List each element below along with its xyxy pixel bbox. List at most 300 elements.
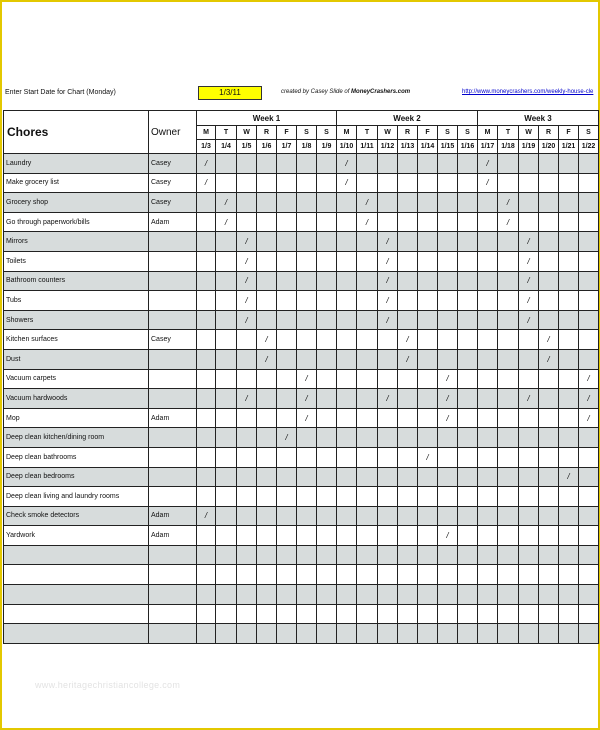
check-mark-cell[interactable]: / <box>337 173 357 193</box>
chore-name-cell[interactable]: Check smoke detectors <box>4 506 149 526</box>
day-cell[interactable] <box>398 271 418 291</box>
day-cell[interactable] <box>398 545 418 565</box>
owner-cell[interactable] <box>149 232 197 252</box>
day-cell[interactable] <box>317 447 337 467</box>
day-cell[interactable] <box>378 526 398 546</box>
day-cell[interactable] <box>498 585 519 605</box>
day-cell[interactable] <box>478 447 498 467</box>
day-cell[interactable] <box>478 565 498 585</box>
day-cell[interactable] <box>418 428 438 448</box>
day-cell[interactable] <box>559 173 579 193</box>
day-cell[interactable] <box>337 271 357 291</box>
owner-cell[interactable] <box>149 369 197 389</box>
day-cell[interactable] <box>317 173 337 193</box>
day-cell[interactable] <box>197 212 216 232</box>
day-cell[interactable] <box>297 506 317 526</box>
day-cell[interactable] <box>357 232 378 252</box>
day-cell[interactable] <box>539 624 559 644</box>
check-mark-cell[interactable]: / <box>519 291 539 311</box>
day-cell[interactable] <box>478 369 498 389</box>
check-mark-cell[interactable]: / <box>337 154 357 174</box>
day-cell[interactable] <box>498 173 519 193</box>
owner-cell[interactable] <box>149 604 197 624</box>
day-cell[interactable] <box>357 565 378 585</box>
day-cell[interactable] <box>579 330 599 350</box>
day-cell[interactable] <box>277 389 297 409</box>
day-cell[interactable] <box>458 624 478 644</box>
day-cell[interactable] <box>257 545 277 565</box>
day-cell[interactable] <box>317 330 337 350</box>
check-mark-cell[interactable]: / <box>539 330 559 350</box>
day-cell[interactable] <box>458 506 478 526</box>
day-cell[interactable] <box>418 389 438 409</box>
day-cell[interactable] <box>277 173 297 193</box>
owner-cell[interactable] <box>149 565 197 585</box>
day-cell[interactable] <box>197 232 216 252</box>
chore-name-cell[interactable]: Laundry <box>4 154 149 174</box>
day-cell[interactable] <box>539 487 559 507</box>
day-cell[interactable] <box>257 428 277 448</box>
day-cell[interactable] <box>519 565 539 585</box>
day-cell[interactable] <box>378 330 398 350</box>
day-cell[interactable] <box>478 349 498 369</box>
day-cell[interactable] <box>458 487 478 507</box>
check-mark-cell[interactable]: / <box>438 526 458 546</box>
day-cell[interactable] <box>378 506 398 526</box>
day-cell[interactable] <box>559 565 579 585</box>
day-cell[interactable] <box>579 526 599 546</box>
chore-name-cell[interactable]: Deep clean living and laundry rooms <box>4 487 149 507</box>
check-mark-cell[interactable]: / <box>579 369 599 389</box>
day-cell[interactable] <box>378 408 398 428</box>
day-cell[interactable] <box>378 193 398 213</box>
day-cell[interactable] <box>498 506 519 526</box>
day-cell[interactable] <box>478 545 498 565</box>
source-link[interactable]: http://www.moneycrashers.com/weekly-house-cle <box>462 89 594 95</box>
day-cell[interactable] <box>478 330 498 350</box>
day-cell[interactable] <box>458 154 478 174</box>
day-cell[interactable] <box>378 624 398 644</box>
day-cell[interactable] <box>458 232 478 252</box>
day-cell[interactable] <box>519 212 539 232</box>
day-cell[interactable] <box>277 447 297 467</box>
day-cell[interactable] <box>197 447 216 467</box>
day-cell[interactable] <box>297 212 317 232</box>
day-cell[interactable] <box>317 585 337 605</box>
day-cell[interactable] <box>357 251 378 271</box>
day-cell[interactable] <box>398 506 418 526</box>
day-cell[interactable] <box>197 251 216 271</box>
day-cell[interactable] <box>237 408 257 428</box>
day-cell[interactable] <box>418 212 438 232</box>
day-cell[interactable] <box>579 193 599 213</box>
day-cell[interactable] <box>398 526 418 546</box>
day-cell[interactable] <box>257 467 277 487</box>
day-cell[interactable] <box>498 604 519 624</box>
day-cell[interactable] <box>398 408 418 428</box>
day-cell[interactable] <box>519 585 539 605</box>
day-cell[interactable] <box>418 193 438 213</box>
day-cell[interactable] <box>317 291 337 311</box>
day-cell[interactable] <box>257 565 277 585</box>
check-mark-cell[interactable]: / <box>579 389 599 409</box>
day-cell[interactable] <box>438 154 458 174</box>
day-cell[interactable] <box>418 369 438 389</box>
day-cell[interactable] <box>216 173 237 193</box>
day-cell[interactable] <box>297 330 317 350</box>
day-cell[interactable] <box>297 447 317 467</box>
day-cell[interactable] <box>197 585 216 605</box>
day-cell[interactable] <box>418 291 438 311</box>
day-cell[interactable] <box>378 212 398 232</box>
day-cell[interactable] <box>458 349 478 369</box>
day-cell[interactable] <box>317 193 337 213</box>
day-cell[interactable] <box>418 526 438 546</box>
day-cell[interactable] <box>539 565 559 585</box>
day-cell[interactable] <box>498 291 519 311</box>
day-cell[interactable] <box>398 291 418 311</box>
day-cell[interactable] <box>237 173 257 193</box>
day-cell[interactable] <box>458 369 478 389</box>
day-cell[interactable] <box>197 545 216 565</box>
check-mark-cell[interactable]: / <box>438 389 458 409</box>
day-cell[interactable] <box>378 428 398 448</box>
check-mark-cell[interactable]: / <box>357 212 378 232</box>
day-cell[interactable] <box>498 624 519 644</box>
day-cell[interactable] <box>418 408 438 428</box>
day-cell[interactable] <box>418 173 438 193</box>
day-cell[interactable] <box>378 487 398 507</box>
day-cell[interactable] <box>438 193 458 213</box>
day-cell[interactable] <box>438 487 458 507</box>
check-mark-cell[interactable]: / <box>237 271 257 291</box>
day-cell[interactable] <box>498 271 519 291</box>
day-cell[interactable] <box>519 447 539 467</box>
check-mark-cell[interactable]: / <box>237 251 257 271</box>
day-cell[interactable] <box>277 271 297 291</box>
chore-name-cell[interactable]: Deep clean bedrooms <box>4 467 149 487</box>
day-cell[interactable] <box>237 212 257 232</box>
day-cell[interactable] <box>237 545 257 565</box>
day-cell[interactable] <box>357 330 378 350</box>
day-cell[interactable] <box>498 565 519 585</box>
day-cell[interactable] <box>418 604 438 624</box>
day-cell[interactable] <box>317 408 337 428</box>
day-cell[interactable] <box>398 154 418 174</box>
day-cell[interactable] <box>398 428 418 448</box>
day-cell[interactable] <box>297 604 317 624</box>
day-cell[interactable] <box>498 232 519 252</box>
check-mark-cell[interactable]: / <box>519 271 539 291</box>
day-cell[interactable] <box>458 291 478 311</box>
day-cell[interactable] <box>378 447 398 467</box>
check-mark-cell[interactable]: / <box>478 154 498 174</box>
day-cell[interactable] <box>438 232 458 252</box>
day-cell[interactable] <box>216 487 237 507</box>
day-cell[interactable] <box>438 310 458 330</box>
day-cell[interactable] <box>478 212 498 232</box>
day-cell[interactable] <box>519 487 539 507</box>
check-mark-cell[interactable]: / <box>257 330 277 350</box>
day-cell[interactable] <box>438 545 458 565</box>
day-cell[interactable] <box>357 545 378 565</box>
owner-cell[interactable]: Adam <box>149 408 197 428</box>
day-cell[interactable] <box>277 487 297 507</box>
day-cell[interactable] <box>478 389 498 409</box>
day-cell[interactable] <box>237 428 257 448</box>
day-cell[interactable] <box>317 271 337 291</box>
day-cell[interactable] <box>357 506 378 526</box>
day-cell[interactable] <box>559 624 579 644</box>
day-cell[interactable] <box>398 173 418 193</box>
day-cell[interactable] <box>197 604 216 624</box>
day-cell[interactable] <box>418 349 438 369</box>
check-mark-cell[interactable]: / <box>378 271 398 291</box>
day-cell[interactable] <box>539 545 559 565</box>
check-mark-cell[interactable]: / <box>519 310 539 330</box>
day-cell[interactable] <box>317 232 337 252</box>
chore-name-cell[interactable]: Tubs <box>4 291 149 311</box>
day-cell[interactable] <box>458 545 478 565</box>
day-cell[interactable] <box>438 212 458 232</box>
day-cell[interactable] <box>216 428 237 448</box>
day-cell[interactable] <box>257 389 277 409</box>
day-cell[interactable] <box>237 447 257 467</box>
owner-cell[interactable] <box>149 428 197 448</box>
day-cell[interactable] <box>297 173 317 193</box>
day-cell[interactable] <box>297 526 317 546</box>
chore-name-cell[interactable] <box>4 565 149 585</box>
owner-cell[interactable] <box>149 624 197 644</box>
day-cell[interactable] <box>297 232 317 252</box>
owner-cell[interactable]: Casey <box>149 330 197 350</box>
day-cell[interactable] <box>337 369 357 389</box>
day-cell[interactable] <box>197 408 216 428</box>
day-cell[interactable] <box>559 291 579 311</box>
day-cell[interactable] <box>277 154 297 174</box>
check-mark-cell[interactable]: / <box>237 310 257 330</box>
check-mark-cell[interactable]: / <box>197 506 216 526</box>
day-cell[interactable] <box>277 408 297 428</box>
day-cell[interactable] <box>418 565 438 585</box>
check-mark-cell[interactable]: / <box>297 408 317 428</box>
day-cell[interactable] <box>237 193 257 213</box>
day-cell[interactable] <box>498 154 519 174</box>
day-cell[interactable] <box>197 389 216 409</box>
day-cell[interactable] <box>216 271 237 291</box>
day-cell[interactable] <box>438 467 458 487</box>
day-cell[interactable] <box>216 349 237 369</box>
day-cell[interactable] <box>297 154 317 174</box>
day-cell[interactable] <box>197 271 216 291</box>
day-cell[interactable] <box>237 330 257 350</box>
day-cell[interactable] <box>438 604 458 624</box>
day-cell[interactable] <box>357 173 378 193</box>
check-mark-cell[interactable]: / <box>579 408 599 428</box>
day-cell[interactable] <box>357 349 378 369</box>
day-cell[interactable] <box>519 604 539 624</box>
day-cell[interactable] <box>297 467 317 487</box>
chore-name-cell[interactable]: Vacuum hardwoods <box>4 389 149 409</box>
day-cell[interactable] <box>418 545 438 565</box>
day-cell[interactable] <box>277 330 297 350</box>
day-cell[interactable] <box>197 526 216 546</box>
day-cell[interactable] <box>337 467 357 487</box>
day-cell[interactable] <box>337 526 357 546</box>
day-cell[interactable] <box>559 526 579 546</box>
day-cell[interactable] <box>559 330 579 350</box>
check-mark-cell[interactable]: / <box>519 232 539 252</box>
day-cell[interactable] <box>297 251 317 271</box>
day-cell[interactable] <box>197 193 216 213</box>
day-cell[interactable] <box>357 271 378 291</box>
day-cell[interactable] <box>559 212 579 232</box>
day-cell[interactable] <box>216 330 237 350</box>
day-cell[interactable] <box>297 193 317 213</box>
day-cell[interactable] <box>438 585 458 605</box>
check-mark-cell[interactable]: / <box>378 310 398 330</box>
day-cell[interactable] <box>519 330 539 350</box>
check-mark-cell[interactable]: / <box>277 428 297 448</box>
chore-name-cell[interactable]: Deep clean bathrooms <box>4 447 149 467</box>
day-cell[interactable] <box>498 526 519 546</box>
chore-name-cell[interactable]: Kitchen surfaces <box>4 330 149 350</box>
day-cell[interactable] <box>317 310 337 330</box>
day-cell[interactable] <box>337 251 357 271</box>
chore-name-cell[interactable]: Showers <box>4 310 149 330</box>
check-mark-cell[interactable]: / <box>357 193 378 213</box>
day-cell[interactable] <box>458 173 478 193</box>
day-cell[interactable] <box>398 467 418 487</box>
owner-cell[interactable] <box>149 487 197 507</box>
day-cell[interactable] <box>418 154 438 174</box>
check-mark-cell[interactable]: / <box>378 232 398 252</box>
day-cell[interactable] <box>378 565 398 585</box>
chore-name-cell[interactable] <box>4 624 149 644</box>
day-cell[interactable] <box>458 604 478 624</box>
day-cell[interactable] <box>257 369 277 389</box>
day-cell[interactable] <box>559 251 579 271</box>
day-cell[interactable] <box>458 447 478 467</box>
day-cell[interactable] <box>216 408 237 428</box>
day-cell[interactable] <box>519 467 539 487</box>
day-cell[interactable] <box>519 408 539 428</box>
day-cell[interactable] <box>579 467 599 487</box>
day-cell[interactable] <box>398 193 418 213</box>
day-cell[interactable] <box>297 428 317 448</box>
day-cell[interactable] <box>458 193 478 213</box>
day-cell[interactable] <box>498 467 519 487</box>
day-cell[interactable] <box>277 310 297 330</box>
owner-cell[interactable] <box>149 467 197 487</box>
day-cell[interactable] <box>357 310 378 330</box>
day-cell[interactable] <box>378 349 398 369</box>
owner-cell[interactable] <box>149 291 197 311</box>
check-mark-cell[interactable]: / <box>378 251 398 271</box>
day-cell[interactable] <box>337 585 357 605</box>
day-cell[interactable] <box>418 467 438 487</box>
day-cell[interactable] <box>216 447 237 467</box>
day-cell[interactable] <box>257 251 277 271</box>
day-cell[interactable] <box>337 545 357 565</box>
day-cell[interactable] <box>519 506 539 526</box>
check-mark-cell[interactable]: / <box>237 232 257 252</box>
day-cell[interactable] <box>458 526 478 546</box>
day-cell[interactable] <box>559 271 579 291</box>
day-cell[interactable] <box>559 349 579 369</box>
check-mark-cell[interactable]: / <box>197 154 216 174</box>
day-cell[interactable] <box>559 506 579 526</box>
day-cell[interactable] <box>498 408 519 428</box>
day-cell[interactable] <box>337 291 357 311</box>
day-cell[interactable] <box>257 232 277 252</box>
day-cell[interactable] <box>216 624 237 644</box>
day-cell[interactable] <box>418 330 438 350</box>
day-cell[interactable] <box>237 487 257 507</box>
day-cell[interactable] <box>257 624 277 644</box>
day-cell[interactable] <box>478 193 498 213</box>
day-cell[interactable] <box>458 330 478 350</box>
day-cell[interactable] <box>197 467 216 487</box>
day-cell[interactable] <box>216 251 237 271</box>
day-cell[interactable] <box>237 369 257 389</box>
day-cell[interactable] <box>277 526 297 546</box>
check-mark-cell[interactable]: / <box>378 291 398 311</box>
day-cell[interactable] <box>498 447 519 467</box>
day-cell[interactable] <box>438 251 458 271</box>
day-cell[interactable] <box>337 428 357 448</box>
day-cell[interactable] <box>317 467 337 487</box>
day-cell[interactable] <box>257 408 277 428</box>
day-cell[interactable] <box>579 291 599 311</box>
chore-name-cell[interactable]: Vacuum carpets <box>4 369 149 389</box>
day-cell[interactable] <box>498 389 519 409</box>
day-cell[interactable] <box>317 428 337 448</box>
day-cell[interactable] <box>478 624 498 644</box>
day-cell[interactable] <box>277 369 297 389</box>
day-cell[interactable] <box>559 310 579 330</box>
day-cell[interactable] <box>498 330 519 350</box>
day-cell[interactable] <box>478 506 498 526</box>
day-cell[interactable] <box>378 585 398 605</box>
day-cell[interactable] <box>519 624 539 644</box>
day-cell[interactable] <box>277 624 297 644</box>
check-mark-cell[interactable]: / <box>378 389 398 409</box>
day-cell[interactable] <box>559 487 579 507</box>
day-cell[interactable] <box>458 408 478 428</box>
day-cell[interactable] <box>216 506 237 526</box>
day-cell[interactable] <box>519 349 539 369</box>
chore-name-cell[interactable]: Deep clean kitchen/dining room <box>4 428 149 448</box>
day-cell[interactable] <box>458 212 478 232</box>
day-cell[interactable] <box>579 232 599 252</box>
day-cell[interactable] <box>337 330 357 350</box>
day-cell[interactable] <box>498 251 519 271</box>
chore-name-cell[interactable] <box>4 604 149 624</box>
day-cell[interactable] <box>216 467 237 487</box>
owner-cell[interactable] <box>149 585 197 605</box>
day-cell[interactable] <box>337 565 357 585</box>
day-cell[interactable] <box>317 604 337 624</box>
day-cell[interactable] <box>398 389 418 409</box>
owner-cell[interactable]: Adam <box>149 506 197 526</box>
day-cell[interactable] <box>216 526 237 546</box>
owner-cell[interactable] <box>149 447 197 467</box>
day-cell[interactable] <box>237 565 257 585</box>
day-cell[interactable] <box>337 487 357 507</box>
day-cell[interactable] <box>579 173 599 193</box>
day-cell[interactable] <box>579 428 599 448</box>
